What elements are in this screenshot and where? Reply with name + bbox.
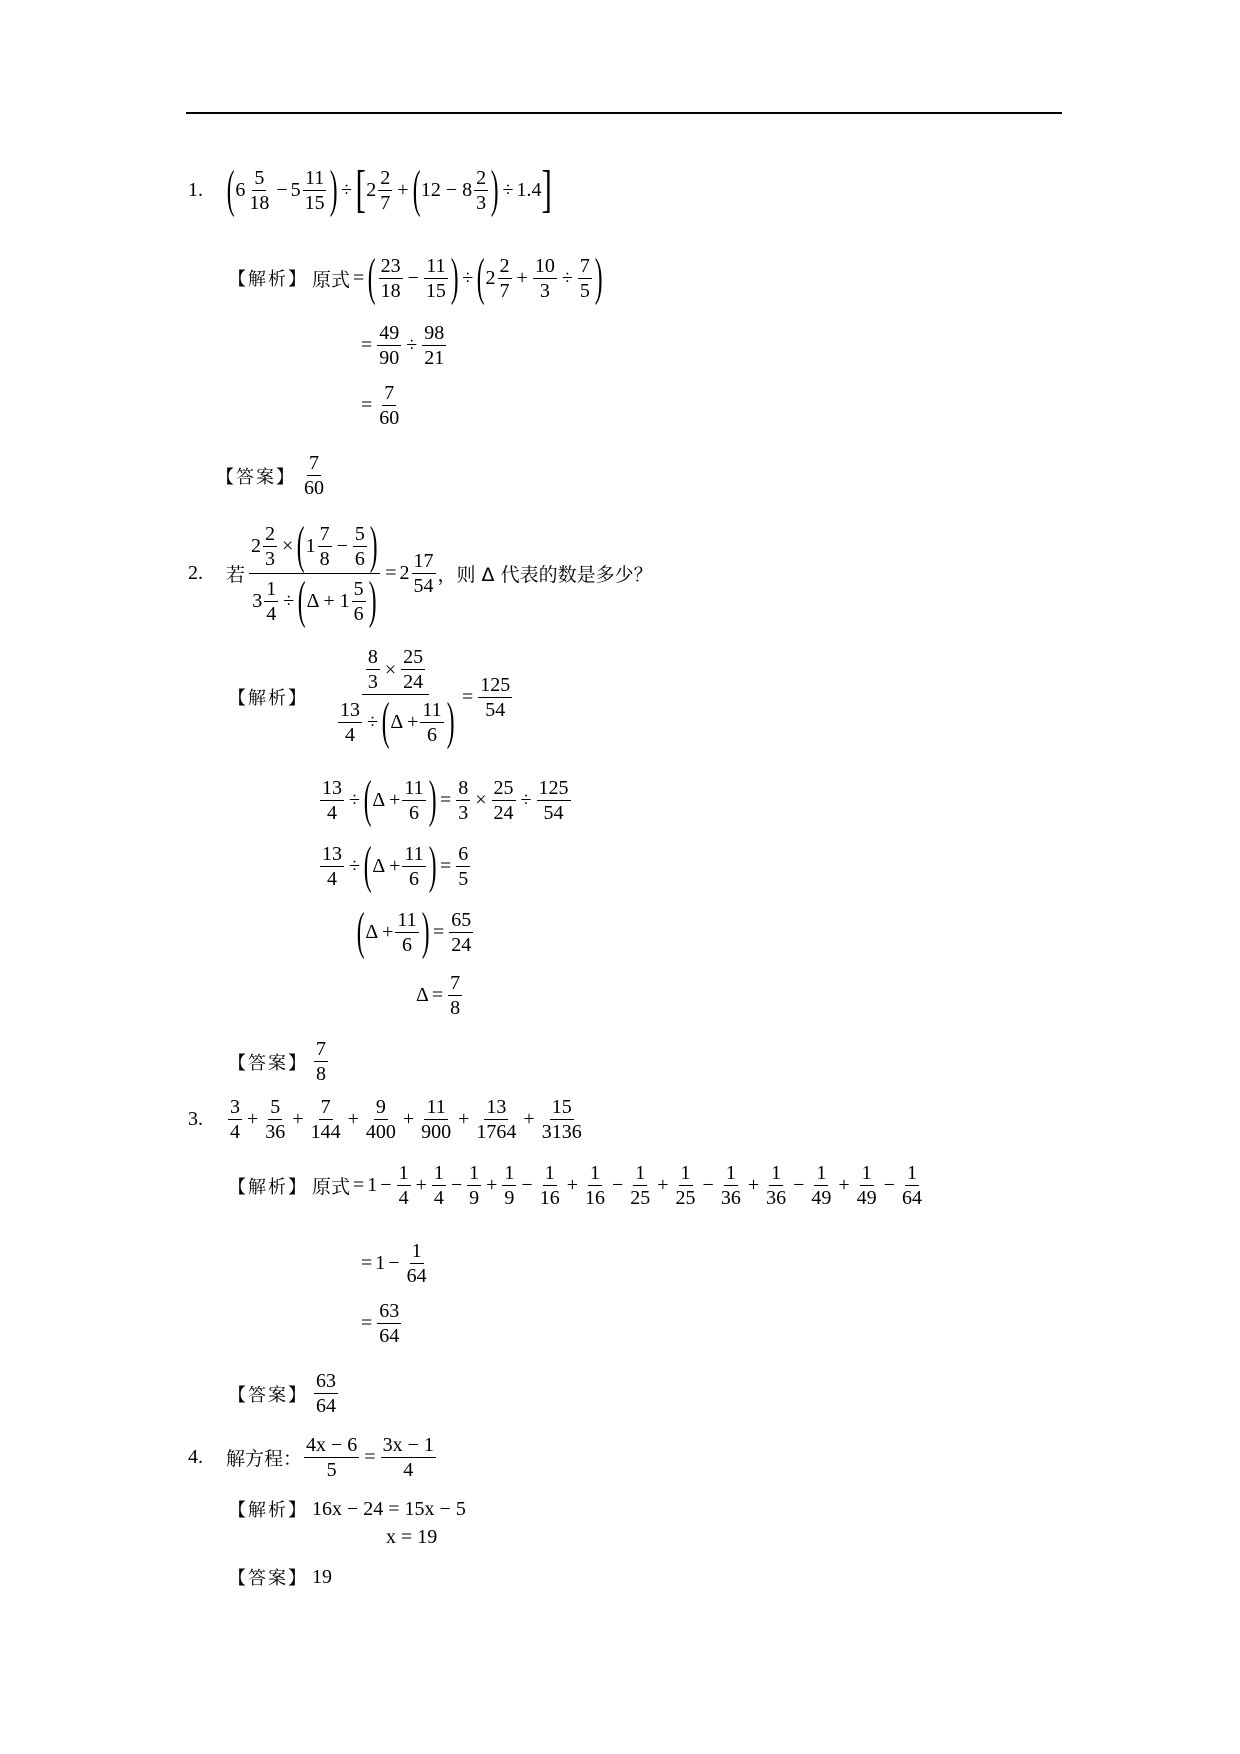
problem-2-suffix: ，则 Δ 代表的数是多少？ [437,564,653,586]
problem-2-prefix: 若 [226,564,246,586]
analysis-label: 【解析】 [228,688,308,709]
analysis-4-step2-line [386,1526,437,1549]
analysis-prefix: 原式 [312,1176,351,1198]
analysis-1-step2: = $\frac{49}{90}$ ÷ $\frac{98}{21}$ [361,322,445,369]
answer-1: 【答案】 $\frac{7}{60}$ [216,452,324,499]
analysis-label: 【解析】 [228,1500,308,1521]
problem-number: 1. [188,178,203,201]
analysis-2: 【解析】 $\frac{8}{3}$ × $\frac{25}{24}$ $\frac{13}{4}$ ÷ ( Δ + $\frac{11}{6}$ ) = $\frac{125}{54}$ [228,646,511,750]
answer-label: 【答案】 [228,1052,308,1074]
analysis-4-step1: 16x − 24 = 15x − 5 [312,1497,466,1520]
problem-2: 2. 若 2 $\frac{2}{3}$ × ( 1 $\frac{7}{8}$ − $\frac{5}{6}$ ) 3 $\frac{1}{4}$ ÷ ( Δ + 1 $\frac{5}{6}$ ) = 2 $\frac{17}{54}$ ，则 Δ 代表的数是多少？ [188,517,653,629]
analysis-1: 【解析】 原式 = ( $\frac{23}{18}$ − $\frac{11}{15}$ ) ÷ ( 2 $\frac{2}{7}$ + $\frac{10}{3}$ ÷ $\frac{7}{5}$ ) [228,249,603,306]
answer-3: 【答案】 $\frac{63}{64}$ [228,1370,336,1417]
analysis-4-step2: x = 19 [386,1526,438,1548]
analysis-3: 【解析】 原式 = 1 − $\frac{1}{4}$ + $\frac{1}{4}$ − $\frac{1}{9}$ + $\frac{1}{9}$ − $\frac{1}{16}$ + $\frac{1}{16}$ − $\frac{1}{25}$ + $\frac{1}{25}$ − $\frac{1}{36}$ + $\frac{1}{36}$ − $\frac{1}{49}$ + $\frac{1}{49}$ − $\frac{1}{64}$ [228,1162,922,1209]
answer-label: 【答案】 [228,1384,308,1406]
answer-label: 【答案】 [216,466,296,488]
answer-4 [228,1564,332,1590]
problem-number: 4. [188,1446,203,1468]
answer-2: 【答案】 $\frac{7}{8}$ [228,1038,326,1085]
analysis-1-step3: = $\frac{7}{60}$ [361,382,400,429]
header-rule [186,112,1062,114]
analysis-2-step3: $\frac{13}{4}$ ÷ ( Δ + $\frac{11}{6}$ ) = $\frac{6}{5}$ [322,837,469,894]
analysis-3-step2: = 1 − $\frac{1}{64}$ [361,1240,427,1287]
problem-4-prefix: 解方程： [226,1448,303,1470]
analysis-2-step5: Δ = $\frac{7}{8}$ [416,972,461,1019]
problem-number: 3. [188,1108,203,1130]
analysis-4 [228,1496,466,1522]
analysis-2-step4: ( Δ + $\frac{11}{6}$ ) = $\frac{65}{24}$ [356,903,472,960]
analysis-label: 【解析】 [228,1176,308,1198]
analysis-3-step3: = $\frac{63}{64}$ [361,1300,400,1347]
problem-number: 2. [188,562,203,584]
problem-4: 4. 解方程： $\frac{4x - 6}{5}$ = $\frac{3x - 1}{4}$ [188,1434,434,1481]
answer-label: 【答案】 [228,1568,308,1589]
problem-3: 3. $\frac{3}{4}$ + $\frac{5}{36}$ + $\frac{7}{144}$ + $\frac{9}{400}$ + $\frac{11}{900}$ + $\frac{13}{1764}$ + $\frac{15}{3136}$ [188,1096,582,1143]
answer-value: 19 [312,1565,332,1588]
analysis-prefix: 原式 [312,268,351,291]
analysis-label: 【解析】 [228,269,308,290]
problem-1: 1. ( 6 $\frac{5}{18}$ − 5 $\frac{11}{15}$ ) ÷ [ 2 $\frac{2}{7}$ + ( 12 − 8 $\frac{2}{3}$ ) ÷ 1.4 ] [188,161,553,218]
analysis-2-step2: $\frac{13}{4}$ ÷ ( Δ + $\frac{11}{6}$ ) = $\frac{8}{3}$ × $\frac{25}{24}$ ÷ $\frac{125}{54}$ [322,771,569,828]
